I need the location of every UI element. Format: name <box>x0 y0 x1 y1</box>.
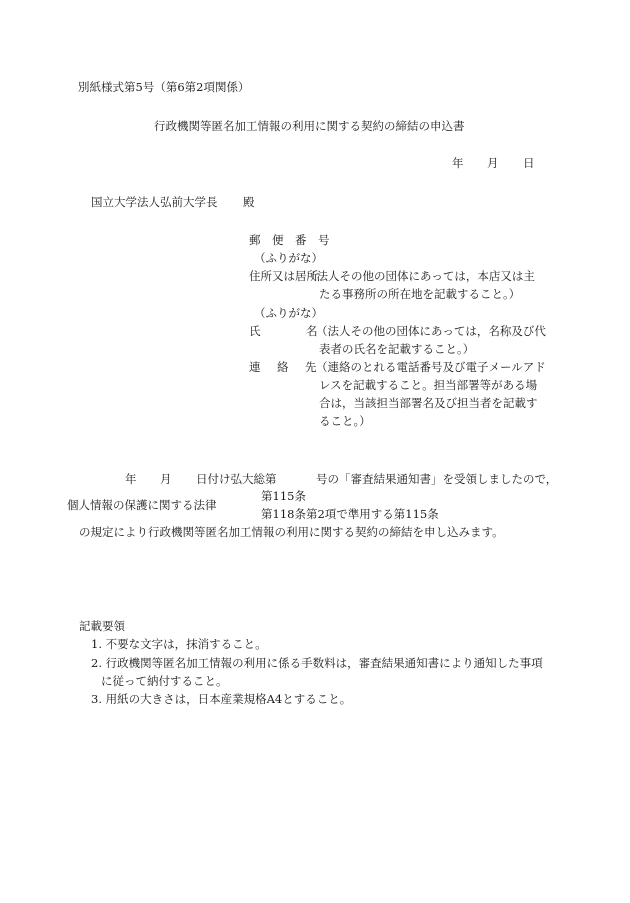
form-number: 別紙様式第5号（第6第2項関係） <box>78 80 250 94</box>
postal-code-label: 郵 便 番 号 <box>249 233 330 247</box>
furigana-label-address: （ふりがな） <box>254 251 323 265</box>
note-item-1: 1. 不要な文字は，抹消すること。 <box>91 637 267 651</box>
document-title: 行政機関等匿名加工情報の利用に関する契約の締結の申込書 <box>154 119 465 133</box>
body-year: 年 <box>125 472 137 486</box>
law-name: 個人情報の保護に関する法律 <box>67 498 217 512</box>
article-option-2: 第118条第2項で準用する第115条 <box>261 507 439 521</box>
name-note-cont: 表者の氏名を記載すること。） <box>319 342 475 356</box>
name-note: （法人その他の団体にあっては，名称及び代 <box>316 324 546 338</box>
address-note: （法人その他の団体にあっては，本店又は主 <box>305 269 535 283</box>
note-item-3: 3. 用紙の大きさは，日本産業規格A4とすること。 <box>91 692 352 706</box>
contact-label-part2: 絡 <box>277 360 289 374</box>
date-year: 年 <box>452 156 464 170</box>
furigana-label-name: （ふりがな） <box>254 306 323 320</box>
name-label-part1: 氏 <box>249 324 261 338</box>
contact-note-cont1: レスを記載すること。担当部署等がある場 <box>319 378 538 392</box>
contact-label-part3: 先 <box>305 360 317 374</box>
contact-note: （連絡のとれる電話番号及び電子メールアド <box>316 360 546 374</box>
contact-note-cont2: 合は，当該担当部署名及び担当者を記載す <box>319 396 538 410</box>
article-option-1: 第115条 <box>261 489 306 503</box>
notes-heading: 記載要領 <box>79 619 125 633</box>
address-note-cont: たる事務所の所在地を記載すること。） <box>319 287 521 301</box>
addressee-name: 国立大学法人弘前大学長 <box>91 195 218 209</box>
body-number-suffix: 号の「審査結果通知書」を受領しましたので， <box>316 472 558 486</box>
name-label-part2: 名 <box>306 324 318 338</box>
note-item-2-cont: に従って納付すること。 <box>101 674 228 688</box>
date-day: 日 <box>523 156 535 170</box>
note-item-2: 2. 行政機関等匿名加工情報の利用に係る手数料は，審査結果通知書により通知した事項 <box>91 656 543 670</box>
address-label: 住所又は居所 <box>249 269 318 283</box>
contact-note-cont3: ること。） <box>319 414 371 428</box>
contact-label-part1: 連 <box>249 360 261 374</box>
date-month: 月 <box>487 156 499 170</box>
addressee-honorific: 殿 <box>243 195 255 209</box>
body-month: 月 <box>160 472 172 486</box>
body-conclusion: の規定により行政機関等匿名加工情報の利用に関する契約の締結を申し込みます。 <box>79 525 504 539</box>
body-date-prefix: 日付け弘大総第 <box>196 472 277 486</box>
